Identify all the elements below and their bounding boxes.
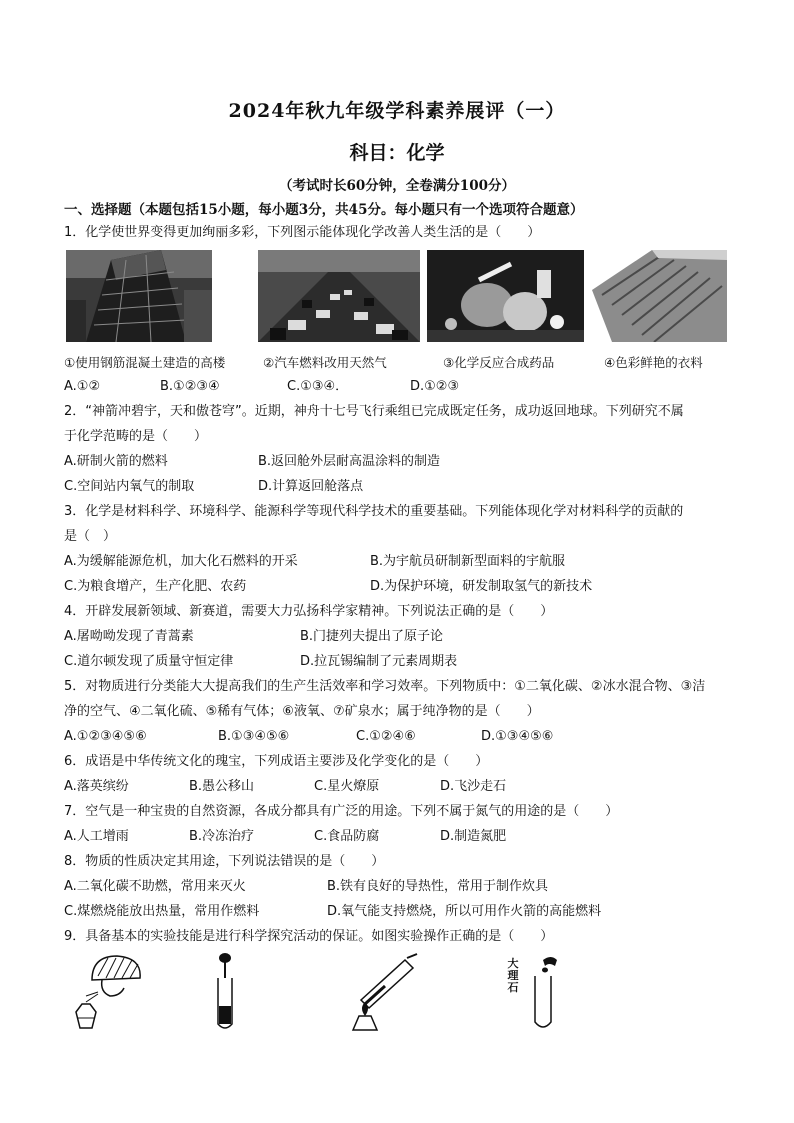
q1-caption-3: ③化学反应合成药品 (443, 355, 555, 370)
exam-title: 2024年秋九年级学科素养展评（一） (228, 100, 566, 122)
q7-option-a: A.人工增雨 (64, 829, 129, 844)
q2-option-c: C.空间站内氧气的制取 (64, 479, 195, 494)
apparatus-b-dropper (205, 952, 245, 1036)
q2-stem-line1: 2．“神箭冲碧宇，天和傲苍穹”。近期，神舟十七号飞行乘组已完成既定任务，成功返回地球。下列研究不属 (64, 404, 684, 419)
q1-option-b: B.①②③④ (160, 379, 220, 394)
q5-stem-line2: 净的空气、④二氧化硫、⑤稀有气体；⑥液氧、⑦矿泉水；属于纯净物的是（ ） (64, 704, 540, 719)
q8-stem: 8．物质的性质决定其用途，下列说法错误的是（ ） (64, 854, 385, 869)
q5-stem-line1: 5．对物质进行分类能大大提高我们的生产生活效率和学习效率。下列物质中：①二氧化碳、②冰水混合物、③洁 (64, 679, 706, 694)
q8-option-c: C.煤燃烧能放出热量，常用作燃料 (64, 904, 260, 919)
marble-label-char-3: 石 (507, 981, 519, 994)
q1-option-a: A.①② (64, 379, 101, 394)
q3-option-a: A.为缓解能源危机，加大化石燃料的开采 (64, 554, 298, 569)
q8-option-a: A.二氧化碳不助燃，常用来灭火 (64, 879, 246, 894)
q2-stem-line2: 于化学范畴的是（ ） (64, 429, 208, 444)
q1-option-d: D.①②③ (410, 379, 460, 394)
q6-stem: 6．成语是中华传统文化的瑰宝，下列成语主要涉及化学变化的是（ ） (64, 754, 489, 769)
photo-1-skyscraper (66, 250, 212, 342)
q1-stem: 1．化学使世界变得更加绚丽多彩，下列图示能体现化学改善人类生活的是（ ） (64, 225, 541, 240)
q8-option-d: D.氧气能支持燃烧，所以可用作火箭的高能燃料 (327, 904, 602, 919)
apparatus-c-heating-tube (345, 952, 425, 1036)
q6-option-d: D.飞沙走石 (440, 779, 507, 794)
q6-option-b: B.愚公移山 (189, 779, 255, 794)
q5-option-a: A.①②③④⑤⑥ (64, 729, 147, 744)
q3-option-c: C.为粮食增产，生产化肥、农药 (64, 579, 247, 594)
q7-option-d: D.制造氮肥 (440, 829, 507, 844)
subject-heading: 科目：化学 (349, 142, 445, 164)
q4-stem: 4．开辟发展新领域、新赛道，需要大力弘扬科学家精神。下列说法正确的是（ ） (64, 604, 554, 619)
section-heading: 一、选择题（本题包括15小题，每小题3分，共45分。每小题只有一个选项符合题意） (64, 202, 584, 218)
q9-stem: 9．具备基本的实验技能是进行科学探究活动的保证。如图实验操作正确的是（ ） (64, 929, 554, 944)
q5-option-b: B.①③④⑤⑥ (218, 729, 290, 744)
q6-option-c: C.星火燎原 (314, 779, 380, 794)
exam-note: （考试时长60分钟，全卷满分100分） (279, 178, 515, 194)
q3-stem-line1: 3．化学是材料科学、环境科学、能源科学等现代科学技术的重要基础。下列能体现化学对材料科学的贡献的 (64, 504, 684, 519)
q4-option-d: D.拉瓦锡编制了元素周期表 (300, 654, 458, 669)
photo-2-traffic (258, 250, 420, 342)
q4-option-c: C.道尔顿发现了质量守恒定律 (64, 654, 234, 669)
marble-label-char-1: 大 (507, 957, 519, 970)
q6-option-a: A.落英缤纷 (64, 779, 129, 794)
marble-label-char-2: 理 (507, 969, 519, 982)
q4-option-a: A.屠呦呦发现了青蒿素 (64, 629, 194, 644)
q5-option-d: D.①③④⑤⑥ (481, 729, 554, 744)
q7-stem: 7．空气是一种宝贵的自然资源，各成分都具有广泛的用途。下列不属于氮气的用途的是（ ） (64, 804, 619, 819)
q1-caption-4: ④色彩鲜艳的衣料 (604, 355, 703, 370)
photo-3-medicine (427, 250, 584, 342)
q1-caption-2: ②汽车燃料改用天然气 (263, 355, 387, 370)
q3-stem-line2: 是（ ） (64, 529, 117, 544)
photo-4-fabric (592, 250, 727, 342)
q1-option-c: C.①③④． (287, 379, 349, 394)
q2-option-d: D.计算返回舱落点 (258, 479, 364, 494)
q2-option-b: B.返回舱外层耐高温涂料的制造 (258, 454, 441, 469)
q4-option-b: B.门捷列夫提出了原子论 (300, 629, 444, 644)
q5-option-c: C.①②④⑥ (356, 729, 416, 744)
q1-caption-1: ①使用钢筋混凝土建造的高楼 (64, 355, 226, 370)
q7-option-b: B.冷冻治疗 (189, 829, 255, 844)
q3-option-d: D.为保护环境，研发制取氢气的新技术 (370, 579, 593, 594)
q2-option-a: A.研制火箭的燃料 (64, 454, 168, 469)
apparatus-a-smell-gas (62, 952, 152, 1036)
q7-option-c: C.食品防腐 (314, 829, 380, 844)
q3-option-b: B.为宇航员研制新型面料的宇航服 (370, 554, 566, 569)
q8-option-b: B.铁有良好的导热性，常用于制作炊具 (327, 879, 549, 894)
